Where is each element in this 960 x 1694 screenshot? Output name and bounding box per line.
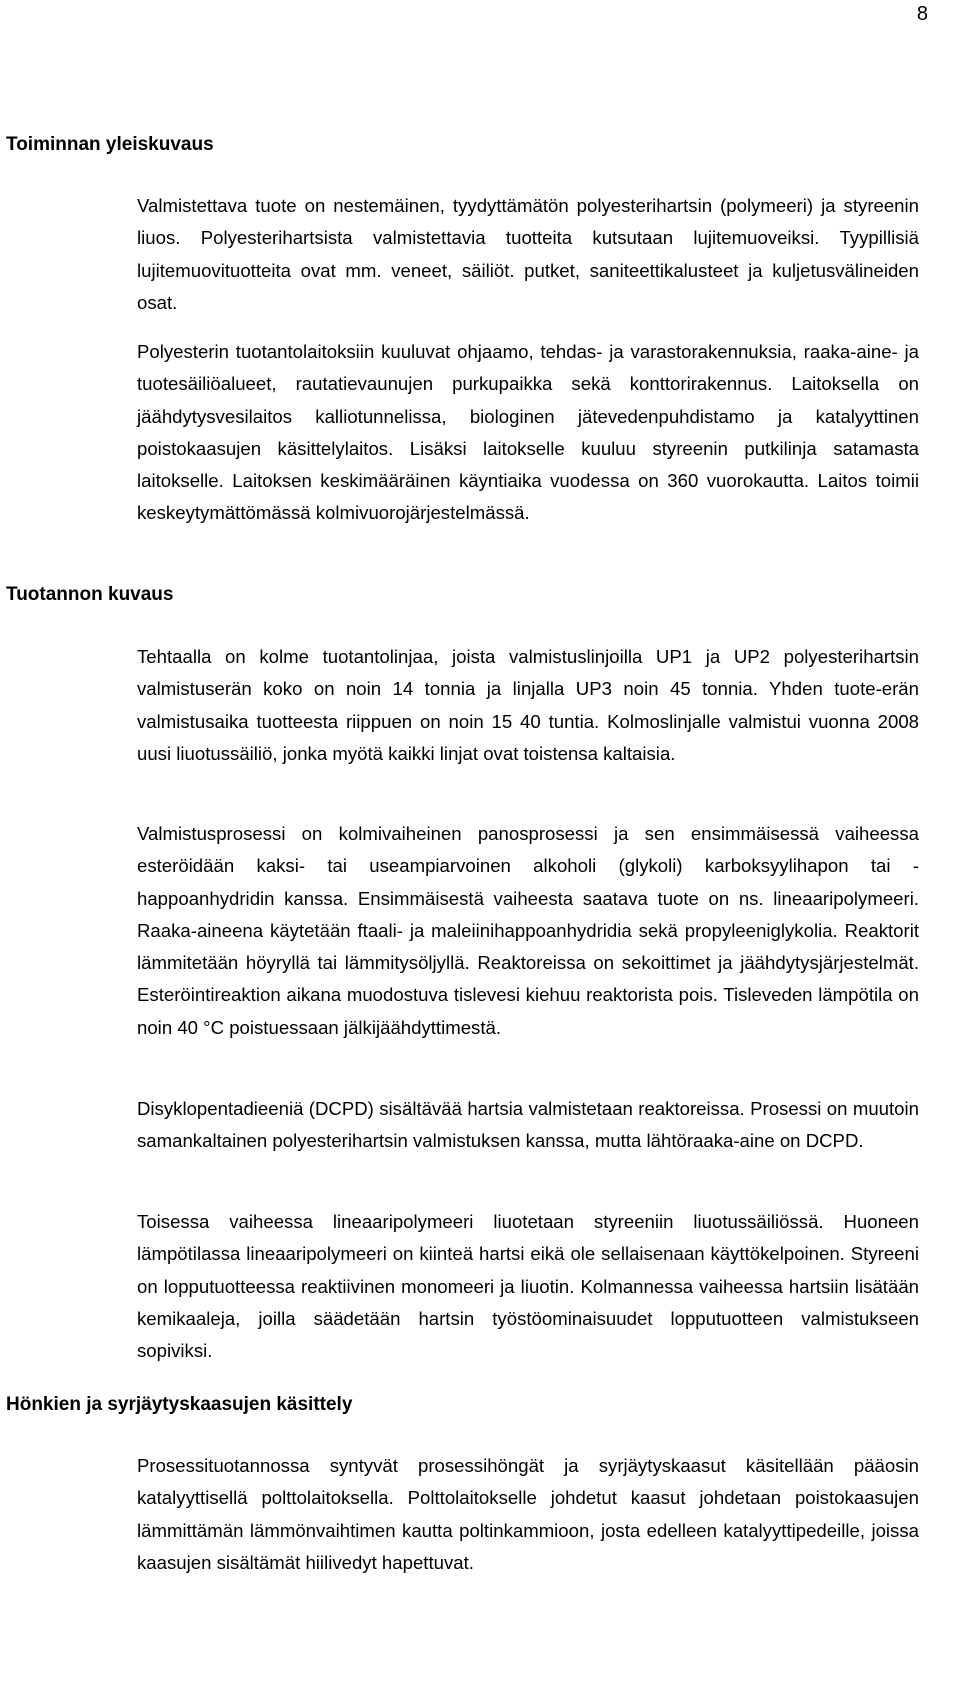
heading-overview: Toiminnan yleiskuvaus (6, 134, 214, 155)
paragraph-process-stages-two-three: Toisessa vaiheessa lineaaripolymeeri liuotetaan styreeniin liuotussäiliössä. Huoneen lämpötilassa lineaaripolymeeri on kiinteä hartsi eikä ole sellaisenaan käyttökelpoinen. Styreeni on lopputuotteessa reaktiivinen monomeeri ja liuotin. Kolmannessa vaiheessa hartsiin lisätään kemikaaleja, joilla säädetään hartsin työstöominaisuudet lopputuotteen valmistukseen sopiviksi. (137, 1211, 919, 1362)
heading-gas-treatment: Hönkien ja syrjäytyskaasujen käsittely (6, 1394, 353, 1415)
paragraph-plant-facilities: Polyesterin tuotantolaitoksiin kuuluvat ohjaamo, tehdas- ja varastorakennuksia, raaka-aine- ja tuotesäiliöalueet, rautatievaunujen purkupaikka sekä konttorirakennus. Laitoksella on jäähdytysvesilaitos kalliotunnelissa, biologinen jätevedenpuhdistamo ja katalyyttinen poistokaasujen käsittelylaitos. Lisäksi laitokselle kuuluu styreenin putkilinja satamasta laitokselle. Laitoksen keskimääräinen käyntiaika vuodessa on 360 vuorokautta. Laitos toimii keskeytymättömässä kolmivuorojärjestelmässä. (137, 341, 919, 524)
paragraph-production-lines: Tehtaalla on kolme tuotantolinjaa, joista valmistuslinjoilla UP1 ja UP2 polyesterihartsin valmistuserän koko on noin 14 tonnia ja linjalla UP3 noin 45 tonnia. Yhden tuote-erän valmistusaika tuotteesta riippuen on noin 15 40 tuntia. Kolmoslinjalle valmistui vuonna 2008 uusi liuotussäiliö, jonka myötä kaikki linjat ovat toistensa kaltaisia. (137, 646, 919, 764)
paragraph-process-stage-one: Valmistusprosessi on kolmivaiheinen panosprosessi ja sen ensimmäisessä vaiheessa esteröidään kaksi- tai useampiarvoinen alkoholi (glykoli) karboksyylihapon tai -happoanhydridin kanssa. Ensimmäisestä vaiheesta saatava tuote on ns. lineaaripolymeeri. Raaka-aineena käytetään ftaali- ja maleiinihappoanhydridia sekä propyleeniglykolia. Reaktorit lämmitetään höyryllä tai lämmitysöljyllä. Reaktoreissa on sekoittimet ja jäähdytysjärjestelmät. Esteröintireaktion aikana muodostuva tislevesi kiehuu reaktorista pois. Tisleveden lämpötila on noin 40 °C poistuessaan jälkijäähdyttimestä. (137, 823, 919, 1038)
paragraph-gas-treatment: Prosessituotannossa syntyvät prosessihöngät ja syrjäytyskaasut käsitellään pääosin katalyyttisellä polttolaitoksella. Polttolaitokselle johdetut kaasut johdetaan poistokaasujen lämmittämän lämmönvaihtimen kautta poltinkammioon, josta edelleen katalyyttipedeille, joissa kaasujen sisältämät hiilivedyt hapettuvat. (137, 1455, 919, 1573)
paragraph-dcpd-resin: Disyklopentadieeniä (DCPD) sisältävää hartsia valmistetaan reaktoreissa. Prosessi on muutoin samankaltainen polyesterihartsin valmistuksen kanssa, mutta lähtöraaka-aine on DCPD. (137, 1098, 919, 1152)
paragraph-product: Valmistettava tuote on nestemäinen, tyydyttämätön polyesterihartsin (polymeeri) ja styreenin liuos. Polyesterihartsista valmistettavia tuotteita kutsutaan lujitemuoveiksi. Tyypillisiä lujitemuovituotteita ovat mm. veneet, säiliöt. putket, saniteettikalusteet ja kuljetusvälineiden osat. (137, 195, 919, 313)
heading-production: Tuotannon kuvaus (6, 584, 174, 605)
page-number: 8 (916, 3, 928, 25)
